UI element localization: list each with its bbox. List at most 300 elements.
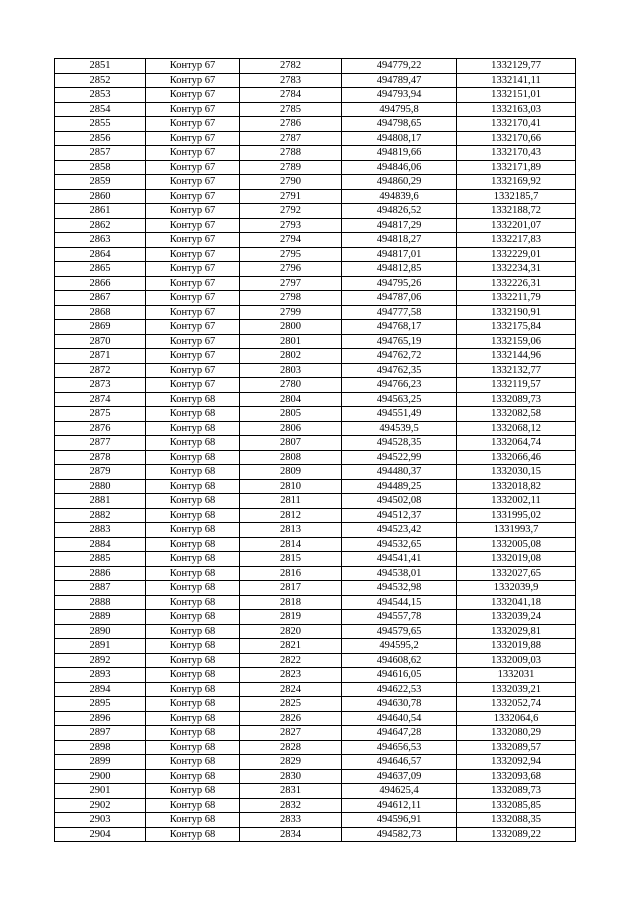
x-coordinate-cell: 494766,23 [342,378,457,393]
point-number-cell: 2808 [240,450,342,465]
x-coordinate-cell: 494817,01 [342,247,457,262]
contour-cell: Контур 68 [146,784,240,799]
x-coordinate-cell: 494637,09 [342,769,457,784]
table-row [55,204,576,219]
contour-cell: Контур 68 [146,595,240,610]
table-row [55,465,576,480]
x-coordinate-cell: 494647,28 [342,726,457,741]
point-number-cell: 2830 [240,769,342,784]
row-number-cell: 2888 [55,595,146,610]
table-row [55,88,576,103]
y-coordinate-cell: 1332088,35 [457,813,576,828]
y-coordinate-cell: 1332089,73 [457,784,576,799]
x-coordinate-cell: 494789,47 [342,73,457,88]
x-coordinate-cell: 494532,98 [342,581,457,596]
y-coordinate-cell: 1332119,57 [457,378,576,393]
row-number-cell: 2873 [55,378,146,393]
y-coordinate-cell: 1332064,74 [457,436,576,451]
point-number-cell: 2792 [240,204,342,219]
contour-cell: Контур 68 [146,697,240,712]
point-number-cell: 2815 [240,552,342,567]
y-coordinate-cell: 1332170,41 [457,117,576,132]
y-coordinate-cell: 1332188,72 [457,204,576,219]
y-coordinate-cell: 1332234,31 [457,262,576,277]
point-number-cell: 2827 [240,726,342,741]
point-number-cell: 2834 [240,827,342,842]
row-number-cell: 2872 [55,363,146,378]
row-number-cell: 2897 [55,726,146,741]
row-number-cell: 2875 [55,407,146,422]
row-number-cell: 2902 [55,798,146,813]
y-coordinate-cell: 1332163,03 [457,102,576,117]
row-number-cell: 2876 [55,421,146,436]
contour-cell: Контур 67 [146,131,240,146]
table-row [55,407,576,422]
x-coordinate-cell: 494579,65 [342,624,457,639]
table-row [55,117,576,132]
table-row [55,668,576,683]
contour-cell: Контур 68 [146,494,240,509]
y-coordinate-cell: 1331993,7 [457,523,576,538]
point-number-cell: 2782 [240,59,342,74]
table-row [55,624,576,639]
x-coordinate-cell: 494808,17 [342,131,457,146]
contour-cell: Контур 68 [146,740,240,755]
row-number-cell: 2859 [55,175,146,190]
x-coordinate-cell: 494768,17 [342,320,457,335]
x-coordinate-cell: 494608,62 [342,653,457,668]
x-coordinate-cell: 494616,05 [342,668,457,683]
row-number-cell: 2864 [55,247,146,262]
point-number-cell: 2780 [240,378,342,393]
contour-cell: Контур 67 [146,204,240,219]
table-row [55,595,576,610]
y-coordinate-cell: 1332002,11 [457,494,576,509]
contour-cell: Контур 67 [146,102,240,117]
y-coordinate-cell: 1332030,15 [457,465,576,480]
contour-cell: Контур 67 [146,88,240,103]
row-number-cell: 2904 [55,827,146,842]
row-number-cell: 2899 [55,755,146,770]
table-row [55,262,576,277]
x-coordinate-cell: 494646,57 [342,755,457,770]
table-row [55,755,576,770]
y-coordinate-cell: 1332226,31 [457,276,576,291]
contour-cell: Контур 67 [146,175,240,190]
y-coordinate-cell: 1332175,84 [457,320,576,335]
contour-cell: Контур 67 [146,59,240,74]
point-number-cell: 2819 [240,610,342,625]
point-number-cell: 2832 [240,798,342,813]
x-coordinate-cell: 494625,4 [342,784,457,799]
x-coordinate-cell: 494630,78 [342,697,457,712]
row-number-cell: 2867 [55,291,146,306]
point-number-cell: 2806 [240,421,342,436]
y-coordinate-cell: 1332027,65 [457,566,576,581]
y-coordinate-cell: 1332171,89 [457,160,576,175]
contour-cell: Контур 67 [146,334,240,349]
table-row [55,102,576,117]
x-coordinate-cell: 494596,91 [342,813,457,828]
x-coordinate-cell: 494812,85 [342,262,457,277]
point-number-cell: 2820 [240,624,342,639]
contour-cell: Контур 67 [146,189,240,204]
point-number-cell: 2823 [240,668,342,683]
x-coordinate-cell: 494538,01 [342,566,457,581]
table-row [55,131,576,146]
point-number-cell: 2787 [240,131,342,146]
y-coordinate-cell: 1332018,82 [457,479,576,494]
x-coordinate-cell: 494557,78 [342,610,457,625]
x-coordinate-cell: 494787,06 [342,291,457,306]
y-coordinate-cell: 1332089,22 [457,827,576,842]
table-row [55,726,576,741]
x-coordinate-cell: 494512,37 [342,508,457,523]
contour-cell: Контур 68 [146,392,240,407]
row-number-cell: 2869 [55,320,146,335]
row-number-cell: 2853 [55,88,146,103]
row-number-cell: 2881 [55,494,146,509]
y-coordinate-cell: 1332159,06 [457,334,576,349]
point-number-cell: 2804 [240,392,342,407]
point-number-cell: 2795 [240,247,342,262]
x-coordinate-cell: 494798,65 [342,117,457,132]
table-row [55,639,576,654]
table-row [55,291,576,306]
table-row [55,436,576,451]
row-number-cell: 2891 [55,639,146,654]
point-number-cell: 2814 [240,537,342,552]
table-row [55,320,576,335]
row-number-cell: 2877 [55,436,146,451]
contour-cell: Контур 67 [146,218,240,233]
point-number-cell: 2791 [240,189,342,204]
row-number-cell: 2892 [55,653,146,668]
contour-cell: Контур 67 [146,247,240,262]
table-row [55,247,576,262]
contour-cell: Контур 68 [146,682,240,697]
row-number-cell: 2890 [55,624,146,639]
contour-cell: Контур 68 [146,755,240,770]
contour-cell: Контур 68 [146,827,240,842]
table-row [55,189,576,204]
row-number-cell: 2856 [55,131,146,146]
contour-cell: Контур 68 [146,798,240,813]
point-number-cell: 2801 [240,334,342,349]
x-coordinate-cell: 494817,29 [342,218,457,233]
y-coordinate-cell: 1332041,18 [457,595,576,610]
point-number-cell: 2796 [240,262,342,277]
x-coordinate-cell: 494582,73 [342,827,457,842]
x-coordinate-cell: 494532,65 [342,537,457,552]
contour-cell: Контур 67 [146,349,240,364]
row-number-cell: 2870 [55,334,146,349]
point-number-cell: 2802 [240,349,342,364]
x-coordinate-cell: 494640,54 [342,711,457,726]
table-row [55,59,576,74]
x-coordinate-cell: 494846,06 [342,160,457,175]
contour-cell: Контур 68 [146,552,240,567]
table-row [55,682,576,697]
y-coordinate-cell: 1332031 [457,668,576,683]
table-row [55,175,576,190]
y-coordinate-cell: 1332185,7 [457,189,576,204]
y-coordinate-cell: 1331995,02 [457,508,576,523]
y-coordinate-cell: 1332170,43 [457,146,576,161]
contour-cell: Контур 68 [146,479,240,494]
point-number-cell: 2816 [240,566,342,581]
y-coordinate-cell: 1332093,68 [457,769,576,784]
point-number-cell: 2812 [240,508,342,523]
y-coordinate-cell: 1332169,92 [457,175,576,190]
x-coordinate-cell: 494839,6 [342,189,457,204]
row-number-cell: 2884 [55,537,146,552]
point-number-cell: 2824 [240,682,342,697]
table-row [55,218,576,233]
y-coordinate-cell: 1332005,08 [457,537,576,552]
contour-cell: Контур 68 [146,508,240,523]
x-coordinate-cell: 494795,8 [342,102,457,117]
contour-cell: Контур 68 [146,407,240,422]
y-coordinate-cell: 1332068,12 [457,421,576,436]
x-coordinate-cell: 494528,35 [342,436,457,451]
y-coordinate-cell: 1332009,03 [457,653,576,668]
point-number-cell: 2784 [240,88,342,103]
point-number-cell: 2817 [240,581,342,596]
contour-cell: Контур 68 [146,436,240,451]
point-number-cell: 2800 [240,320,342,335]
contour-cell: Контур 68 [146,450,240,465]
row-number-cell: 2880 [55,479,146,494]
point-number-cell: 2831 [240,784,342,799]
x-coordinate-cell: 494795,26 [342,276,457,291]
table-row [55,421,576,436]
y-coordinate-cell: 1332052,74 [457,697,576,712]
row-number-cell: 2857 [55,146,146,161]
table-row [55,305,576,320]
y-coordinate-cell: 1332019,88 [457,639,576,654]
row-number-cell: 2887 [55,581,146,596]
point-number-cell: 2793 [240,218,342,233]
point-number-cell: 2813 [240,523,342,538]
contour-cell: Контур 68 [146,421,240,436]
contour-cell: Контур 68 [146,769,240,784]
row-number-cell: 2898 [55,740,146,755]
y-coordinate-cell: 1332082,58 [457,407,576,422]
y-coordinate-cell: 1332211,79 [457,291,576,306]
x-coordinate-cell: 494522,99 [342,450,457,465]
row-number-cell: 2889 [55,610,146,625]
point-number-cell: 2833 [240,813,342,828]
y-coordinate-cell: 1332019,08 [457,552,576,567]
contour-cell: Контур 67 [146,262,240,277]
point-number-cell: 2805 [240,407,342,422]
y-coordinate-cell: 1332229,01 [457,247,576,262]
point-number-cell: 2818 [240,595,342,610]
contour-cell: Контур 67 [146,233,240,248]
x-coordinate-cell: 494544,15 [342,595,457,610]
row-number-cell: 2855 [55,117,146,132]
y-coordinate-cell: 1332151,01 [457,88,576,103]
contour-cell: Контур 68 [146,566,240,581]
row-number-cell: 2858 [55,160,146,175]
row-number-cell: 2901 [55,784,146,799]
table-row [55,769,576,784]
y-coordinate-cell: 1332064,6 [457,711,576,726]
table-row [55,552,576,567]
y-coordinate-cell: 1332170,66 [457,131,576,146]
row-number-cell: 2886 [55,566,146,581]
row-number-cell: 2879 [55,465,146,480]
point-number-cell: 2826 [240,711,342,726]
x-coordinate-cell: 494551,49 [342,407,457,422]
point-number-cell: 2798 [240,291,342,306]
y-coordinate-cell: 1332141,11 [457,73,576,88]
point-number-cell: 2825 [240,697,342,712]
y-coordinate-cell: 1332085,85 [457,798,576,813]
contour-cell: Контур 68 [146,537,240,552]
y-coordinate-cell: 1332129,77 [457,59,576,74]
row-number-cell: 2860 [55,189,146,204]
y-coordinate-cell: 1332092,94 [457,755,576,770]
point-number-cell: 2810 [240,479,342,494]
contour-cell: Контур 68 [146,610,240,625]
table-row [55,523,576,538]
row-number-cell: 2878 [55,450,146,465]
y-coordinate-cell: 1332066,46 [457,450,576,465]
row-number-cell: 2882 [55,508,146,523]
point-number-cell: 2783 [240,73,342,88]
contour-cell: Контур 67 [146,160,240,175]
x-coordinate-cell: 494777,58 [342,305,457,320]
table-row [55,276,576,291]
table-row [55,508,576,523]
contour-cell: Контур 68 [146,726,240,741]
row-number-cell: 2865 [55,262,146,277]
row-number-cell: 2896 [55,711,146,726]
table-row [55,711,576,726]
row-number-cell: 2895 [55,697,146,712]
y-coordinate-cell: 1332144,96 [457,349,576,364]
point-number-cell: 2829 [240,755,342,770]
contour-cell: Контур 68 [146,523,240,538]
coordinates-table [54,58,576,842]
row-number-cell: 2874 [55,392,146,407]
table-row [55,233,576,248]
x-coordinate-cell: 494818,27 [342,233,457,248]
contour-cell: Контур 68 [146,813,240,828]
x-coordinate-cell: 494595,2 [342,639,457,654]
contour-cell: Контур 68 [146,465,240,480]
row-number-cell: 2883 [55,523,146,538]
point-number-cell: 2789 [240,160,342,175]
row-number-cell: 2900 [55,769,146,784]
point-number-cell: 2822 [240,653,342,668]
row-number-cell: 2854 [55,102,146,117]
x-coordinate-cell: 494502,08 [342,494,457,509]
x-coordinate-cell: 494779,22 [342,59,457,74]
row-number-cell: 2862 [55,218,146,233]
table-row [55,363,576,378]
y-coordinate-cell: 1332039,9 [457,581,576,596]
point-number-cell: 2828 [240,740,342,755]
point-number-cell: 2797 [240,276,342,291]
contour-cell: Контур 67 [146,363,240,378]
row-number-cell: 2868 [55,305,146,320]
x-coordinate-cell: 494656,53 [342,740,457,755]
x-coordinate-cell: 494826,52 [342,204,457,219]
x-coordinate-cell: 494793,94 [342,88,457,103]
x-coordinate-cell: 494762,72 [342,349,457,364]
table-row [55,160,576,175]
table-row [55,392,576,407]
contour-cell: Контур 67 [146,305,240,320]
point-number-cell: 2811 [240,494,342,509]
table-row [55,566,576,581]
table-row [55,827,576,842]
table-row [55,146,576,161]
table-row [55,450,576,465]
point-number-cell: 2790 [240,175,342,190]
x-coordinate-cell: 494612,11 [342,798,457,813]
x-coordinate-cell: 494765,19 [342,334,457,349]
x-coordinate-cell: 494762,35 [342,363,457,378]
table-row [55,479,576,494]
contour-cell: Контур 67 [146,146,240,161]
row-number-cell: 2851 [55,59,146,74]
contour-cell: Контур 67 [146,117,240,132]
contour-cell: Контур 67 [146,291,240,306]
point-number-cell: 2794 [240,233,342,248]
y-coordinate-cell: 1332089,57 [457,740,576,755]
y-coordinate-cell: 1332217,83 [457,233,576,248]
point-number-cell: 2788 [240,146,342,161]
table-row [55,740,576,755]
y-coordinate-cell: 1332039,21 [457,682,576,697]
table-row [55,798,576,813]
contour-cell: Контур 68 [146,668,240,683]
table-row [55,610,576,625]
table-row [55,349,576,364]
x-coordinate-cell: 494489,25 [342,479,457,494]
x-coordinate-cell: 494539,5 [342,421,457,436]
point-number-cell: 2799 [240,305,342,320]
row-number-cell: 2893 [55,668,146,683]
row-number-cell: 2852 [55,73,146,88]
y-coordinate-cell: 1332080,29 [457,726,576,741]
contour-cell: Контур 67 [146,320,240,335]
table-row [55,813,576,828]
contour-cell: Контур 67 [146,378,240,393]
contour-cell: Контур 67 [146,276,240,291]
x-coordinate-cell: 494819,66 [342,146,457,161]
row-number-cell: 2861 [55,204,146,219]
y-coordinate-cell: 1332190,91 [457,305,576,320]
y-coordinate-cell: 1332201,07 [457,218,576,233]
contour-cell: Контур 67 [146,73,240,88]
point-number-cell: 2785 [240,102,342,117]
table-row [55,581,576,596]
row-number-cell: 2871 [55,349,146,364]
y-coordinate-cell: 1332039,24 [457,610,576,625]
table-row [55,697,576,712]
point-number-cell: 2821 [240,639,342,654]
contour-cell: Контур 68 [146,581,240,596]
table-row [55,537,576,552]
x-coordinate-cell: 494541,41 [342,552,457,567]
table-row [55,378,576,393]
point-number-cell: 2809 [240,465,342,480]
